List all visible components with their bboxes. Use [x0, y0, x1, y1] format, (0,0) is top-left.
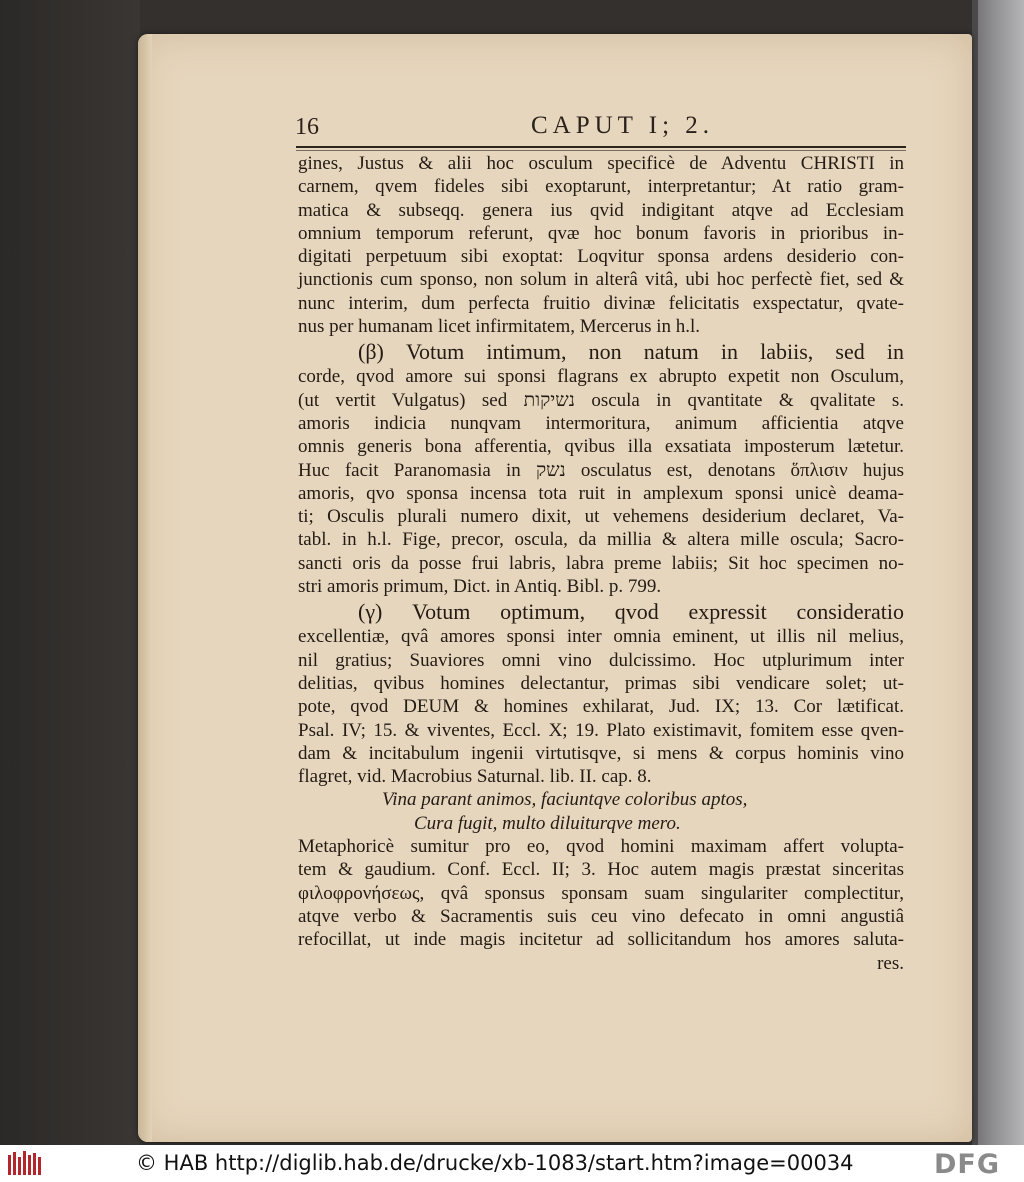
text-line: omnis generis bona afferentia, qvibus illa exsatiata imposterum lætetur.: [298, 436, 904, 458]
text-line: dam & incitabulum ingenii virtutisqve, si mens & corpus hominis vino: [298, 742, 904, 764]
text-line: pote, qvod DEUM & homines exhilarat, Jud. IX; 13. Cor lætificat.: [298, 696, 904, 718]
text-line: omnium temporum referunt, qvæ hoc bonum favoris in prioribus in-: [298, 222, 904, 244]
text-line: sancti oris da posse frui labris, labra preme labiis; Sit hoc specimen no-: [298, 552, 904, 574]
text-line: nil gratius; Suaviores omni vino dulcissimo. Hoc utplurimum inter: [298, 649, 904, 671]
text-line: φιλοφρονήσεως, qvâ sponsus sponsam suam singulariter complectitur,: [298, 882, 904, 904]
source-credit: © HAB http://diglib.hab.de/drucke/xb-1083/start.htm?image=00034: [136, 1151, 854, 1175]
running-head: CAPUT I; 2.: [531, 112, 715, 139]
text-line: excellentiæ, qvâ amores sponsi inter omnia eminent, ut illis nil melius,: [298, 626, 904, 648]
text-line: digitati perpetuum sibi exoptat: Loqvitur sponsa ardens desiderio con-: [298, 246, 904, 268]
header-rule-secondary: [296, 150, 906, 151]
text-line: (ut vertit Vulgatus) sed נשיקות oscula in qvantitate & qvalitate s.: [298, 389, 904, 411]
header-rule: [296, 146, 906, 148]
text-line: Huc facit Paranomasia in נשק osculatus est, denotans ὅπλισιν hujus: [298, 459, 904, 481]
text-line: amoris, qvo sponsa incensa tota ruit in amplexum sponsi unicè deama-: [298, 482, 904, 504]
text-line: matica & subseqq. genera ius qvid indigitant atqve ad Ecclesiam: [298, 199, 904, 221]
section-heading-line: (β) Votum intimum, non natum in labiis, sed in: [358, 339, 904, 365]
text-line: delitias, qvibus homines delectantur, primas sibi vendicare solet; ut-: [298, 672, 904, 694]
text-line: atqve verbo & Sacramentis suis ceu vino defecato in omni angustiâ: [298, 905, 904, 927]
page-edge: [138, 34, 152, 1142]
text-line: flagret, vid. Macrobius Saturnal. lib. II. cap. 8.: [298, 766, 652, 788]
text-line: nunc interim, dum perfecta fruitio divinæ felicitatis exspectatur, qvate-: [298, 292, 904, 314]
section-heading-line: (γ) Votum optimum, qvod expressit consideratio: [358, 599, 904, 625]
text-line: carnem, qvem fideles sibi exoptarunt, interpretantur; At ratio gram-: [298, 176, 904, 198]
scanner-background-right: [972, 0, 1024, 1145]
scanner-background-left: [0, 0, 140, 1145]
text-line: nus per humanam licet infirmitatem, Mercerus in h.l.: [298, 316, 701, 338]
verse-line: Vina parant animos, faciuntqve coloribus aptos,: [382, 789, 748, 811]
page-header: [295, 112, 875, 142]
text-line: junctionis cum sponso, non solum in alterâ vitâ, ubi hoc perfectè fiet, sed &: [298, 269, 904, 291]
text-line: tem & gaudium. Conf. Eccl. II; 3. Hoc autem magis præstat sinceritas: [298, 859, 904, 881]
text-line: gines, Justus & alii hoc osculum specificè de Adventu CHRISTI in: [298, 153, 904, 174]
dfg-logo: DFG: [934, 1149, 1001, 1180]
page-number: 16: [295, 114, 319, 140]
catchword: res.: [877, 952, 904, 974]
text-line: stri amoris primum, Dict. in Antiq. Bibl. p. 799.: [298, 576, 662, 598]
text-line: tabl. in h.l. Fige, precor, oscula, da millia & altera mille oscula; Sacro-: [298, 529, 904, 551]
viewer-footer: [0, 1145, 1024, 1182]
text-line: Psal. IV; 15. & viventes, Eccl. X; 19. Plato existimavit, fomitem esse qven-: [298, 719, 904, 741]
text-line: refocillat, ut inde magis incitetur ad sollicitandum hos amores saluta-: [298, 929, 904, 951]
text-line: amoris indicia nunqvam intermoritura, animum afficientia atqve: [298, 412, 904, 434]
body-text: [298, 152, 904, 975]
hab-logo-icon: [6, 1149, 46, 1177]
text-line: corde, qvod amore sui sponsi flagrans ex abrupto expetit non Osculum,: [298, 366, 904, 388]
text-line: ti; Osculis plurali numero dixit, ut vehemens desiderium declaret, Va-: [298, 506, 904, 528]
gutter-shadow: [972, 0, 978, 1145]
verse-line: Cura fugit, multo diluiturqve mero.: [414, 812, 681, 834]
text-line: Metaphoricè sumitur pro eo, qvod homini maximam affert volupta-: [298, 836, 904, 858]
